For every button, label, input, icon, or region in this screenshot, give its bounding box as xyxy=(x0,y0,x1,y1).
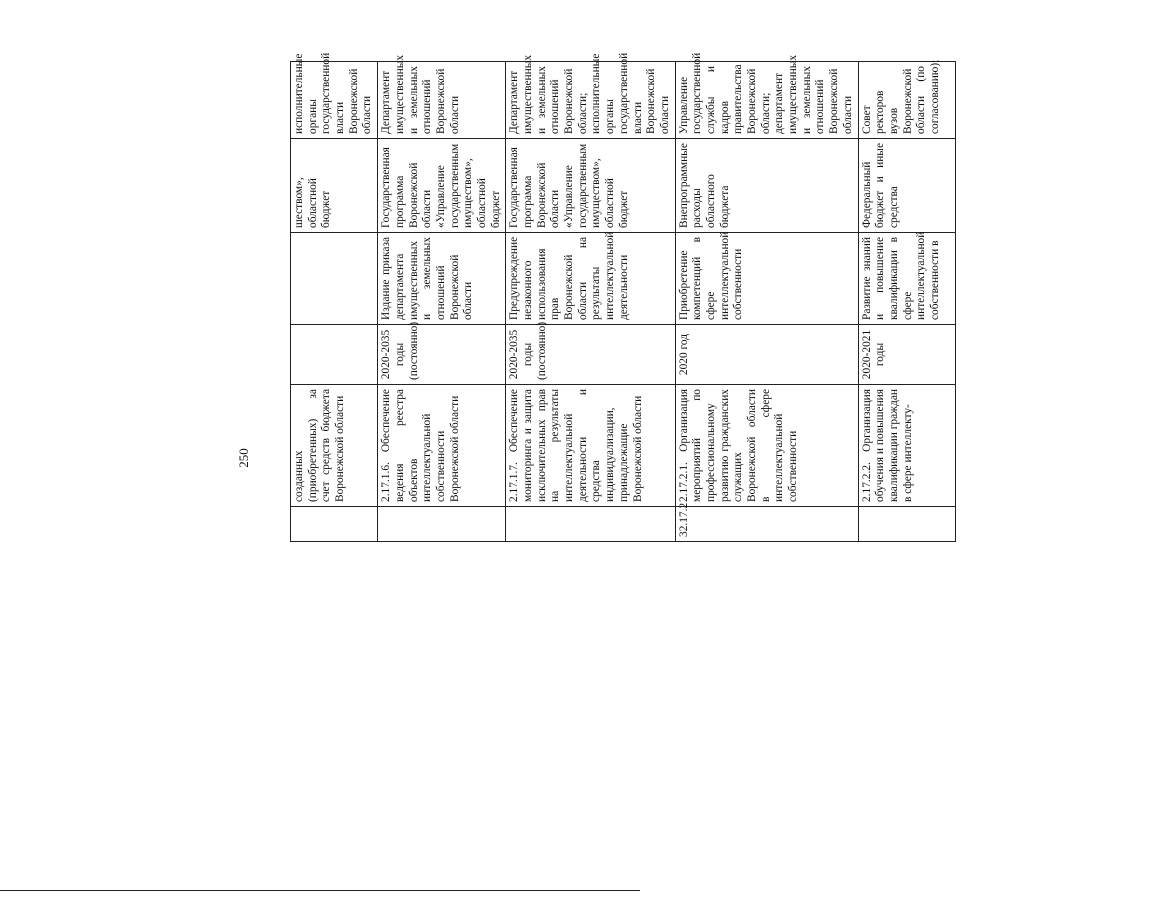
responsible-cell: Департамент имущественных и земельных отношений Воронежской области xyxy=(378,62,506,139)
result-cell: Издание приказа департамента имущественных и земельных отношений Воронежской области xyxy=(378,233,506,325)
table-row xyxy=(506,62,675,542)
activity-cell: 2.17.1.6. Обеспечение ведения реестра объектов интеллектуальной собственности Воронежской области xyxy=(378,385,506,507)
table-row xyxy=(675,62,858,542)
result-cell: Развитие знаний и повышение квалификации в сфере интеллектуальной собственности в xyxy=(858,233,955,325)
responsible-cell: Департамент имущественных и земельных отношений Воронежской области; исполнительные органы государственной власти Воронежской области xyxy=(506,62,675,139)
table-row xyxy=(378,62,506,542)
period-cell: 2020-2035 годы (постоянно) xyxy=(378,325,506,385)
responsible-cell: исполнительные органы государственной власти Воронежской области xyxy=(291,62,378,139)
period-cell xyxy=(291,325,378,385)
result-cell: Предупреждение незаконного использования прав Воронежской области на результаты интеллектуальной деятельности xyxy=(506,233,675,325)
activity-cell: 2.17.2.1. Организация мероприятий по профессиональному развитию гражданских служащих Воронежской области в сфере интеллектуальной собственности xyxy=(675,385,858,507)
activity-cell: созданных (приобретенных) за счет средств бюджета Воронежской области xyxy=(291,385,378,507)
row-number-cell: 32.17.2 xyxy=(675,507,858,542)
activity-cell: 2.17.1.7. Обеспечение мониторинга и защита исключительных прав на результаты интеллектуальной деятельности и средства индивидуализации, принадлежащие Воронежской области xyxy=(506,385,675,507)
row-number-cell xyxy=(858,507,955,542)
row-number-cell xyxy=(506,507,675,542)
responsible-cell: Управление государственной службы и кадров правительства Воронежской области; департамент имущественных и земельных отношений Воронежской области xyxy=(675,62,858,139)
row-number-cell xyxy=(378,507,506,542)
table-row xyxy=(858,62,955,542)
page-bottom-rule xyxy=(0,890,640,891)
funding-source-cell: Федеральный бюджет и иные средства xyxy=(858,139,955,233)
page-number: 250 xyxy=(236,448,251,468)
activity-cell: 2.17.2.2. Организация обучения и повышения квалификации граждан в сфере интеллекту- xyxy=(858,385,955,507)
table-row xyxy=(291,62,378,542)
period-cell: 2020-2021 годы xyxy=(858,325,955,385)
funding-source-cell: Государственная программа Воронежской области «Управление государственным имуществом», областной бюджет xyxy=(378,139,506,233)
period-cell: 2020 год xyxy=(675,325,858,385)
funding-source-cell: Государственная программа Воронежской области «Управление государственным имуществом», областной бюджет xyxy=(506,139,675,233)
funding-source-cell: шеством», областной бюджет xyxy=(291,139,378,233)
responsible-cell: Совет ректоров вузов Воронежской области (по согласованию); xyxy=(858,62,955,139)
funding-source-cell: Внепрограммные расходы областного бюджета xyxy=(675,139,858,233)
result-cell: Приобретение компетенций в сфере интеллектуальной собственности xyxy=(675,233,858,325)
activities-table xyxy=(290,52,956,542)
result-cell xyxy=(291,233,378,325)
period-cell: 2020-2035 годы (постоянно) xyxy=(506,325,675,385)
row-number-cell xyxy=(291,507,378,542)
rotated-table-container xyxy=(290,52,1150,542)
